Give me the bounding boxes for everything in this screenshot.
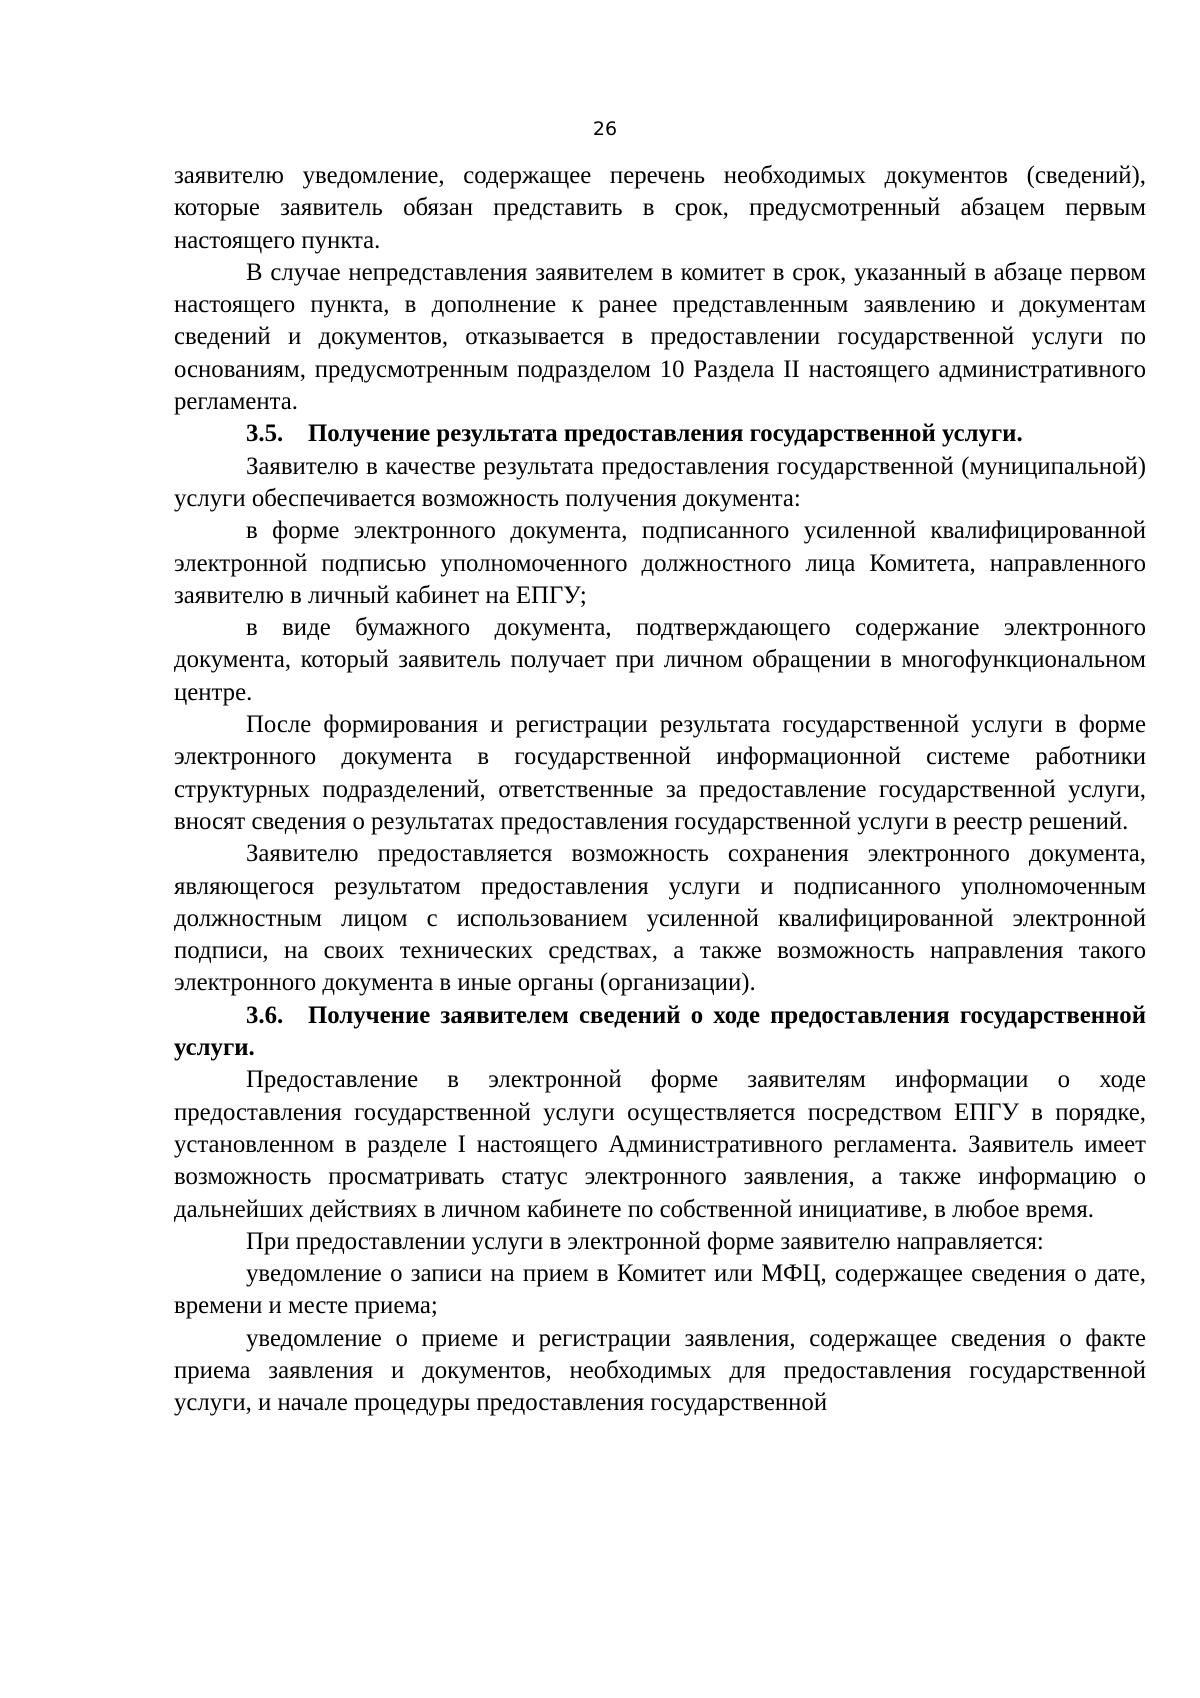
paragraph: уведомление о приеме и регистрации заявления, содержащее сведения о факте приема заявления и документов, необходимых для предоставления государственной услуги, и начале процедуры предоставления государственной — [174, 1324, 1146, 1417]
section-heading-3-6: 3.6. Получение заявителем сведений о ходе предоставления государственной услуги. — [174, 1001, 1146, 1062]
paragraph: В случае непредставления заявителем в комитет в срок, указанный в абзаце первом настоящего пункта, в дополнение к ранее представленным заявлению и документам сведений и документов, отказывается в предоставлении государственной услуги по основаниям, предусмотренным подразделом 10 Раздела II настоящего административного регламента. — [174, 258, 1146, 416]
paragraph: Заявителю предоставляется возможность сохранения электронного документа, являющегося результатом предоставления услуги и подписанного уполномоченным должностным лицом с использованием усиленной квалифицированной электронной подписи, на своих технических средствах, а также возможность направления такого электронного документа в иные органы (организации). — [174, 840, 1146, 997]
paragraph: После формирования и регистрации результата государственной услуги в форме электронного документа в государственной информационной системе работники структурных подразделений, ответственные за предоставление государственной услуги, вносят сведения о результатах предоставления государственной услуги в реестр решений. — [174, 711, 1146, 835]
paragraph: Предоставление в электронной форме заявителям информации о ходе предоставления государственной услуги осуществляется посредством ЕПГУ в порядке, установленном в разделе I настоящего Административного регламента. Заявитель имеет возможность просматривать статус электронного заявления, а также информацию о дальнейших действиях в личном кабинете по собственной инициативе, в любое время. — [174, 1066, 1146, 1223]
paragraph: Заявителю в качестве результата предоставления государственной (муниципальной) услуги обеспечивается возможность получения документа: — [174, 452, 1146, 512]
page-number: 26 — [592, 118, 618, 140]
document-body — [174, 160, 1146, 1420]
paragraph: При предоставлении услуги в электронной форме заявителю направляется: — [246, 1227, 1044, 1255]
paragraph: уведомление о записи на прием в Комитет или МФЦ, содержащее сведения о дате, времени и месте приема; — [174, 1260, 1146, 1320]
section-heading-3-5: 3.5. Получение результата предоставления государственной услуги. — [246, 420, 1023, 448]
paragraph: в форме электронного документа, подписанного усиленной квалифицированной электронной подписью уполномоченного должностного лица Комитета, направленного заявителю в личный кабинет на ЕПГУ; — [174, 517, 1146, 609]
paragraph: в виде бумажного документа, подтверждающего содержание электронного документа, который заявитель получает при личном обращении в многофункциональном центре. — [174, 614, 1146, 706]
paragraph-continuation: заявителю уведомление, содержащее перечень необходимых документов (сведений), которые заявитель обязан представить в срок, предусмотренный абзацем первым настоящего пункта. — [174, 162, 1146, 254]
